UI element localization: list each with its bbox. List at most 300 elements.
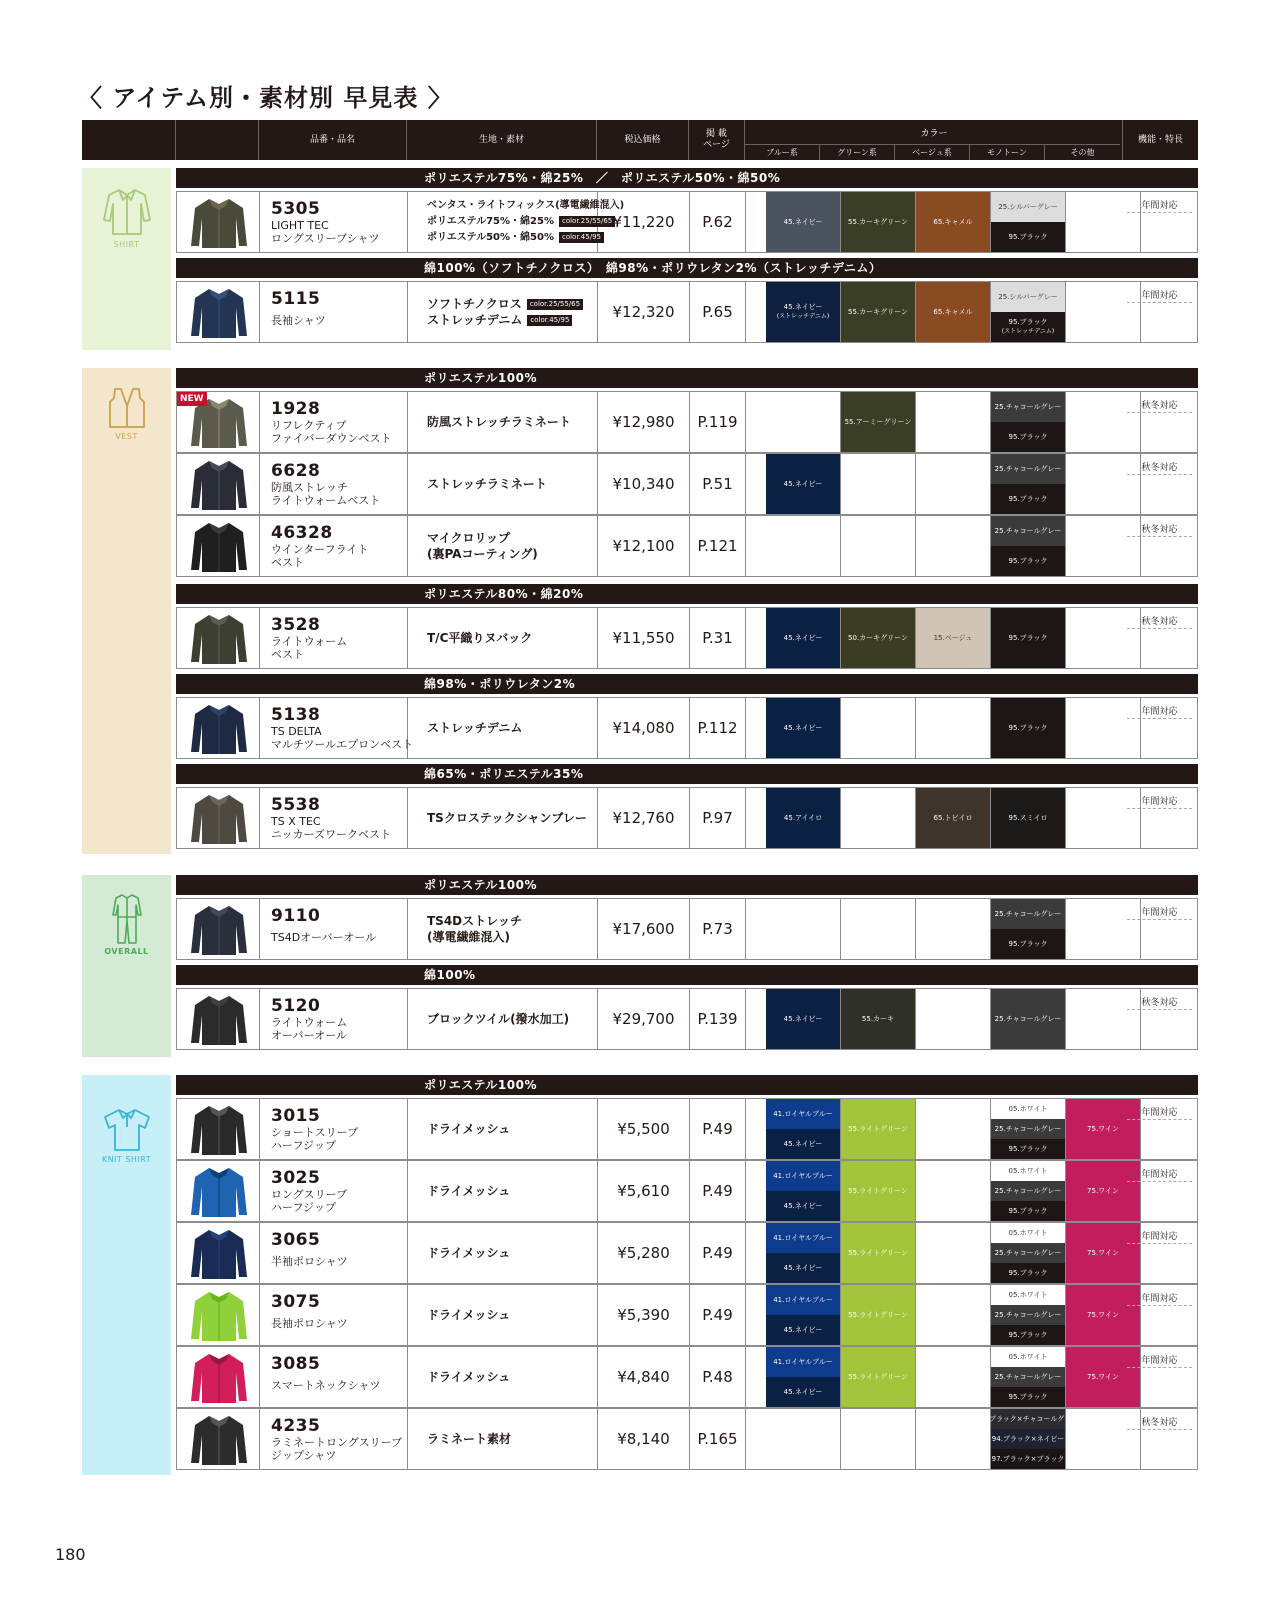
color-cell-green [841,392,916,452]
color-swatch [916,608,990,668]
feature-label: 秋冬対応 [1141,1418,1178,1428]
fabric-cell [408,454,598,514]
color-swatch [991,1367,1065,1387]
color-swatch [916,788,990,848]
color-swatch [766,1129,840,1159]
feature-label: 年間対応 [1141,707,1178,717]
new-badge: NEW [177,392,207,406]
color-cell-blue [766,788,841,848]
color-tag: color.25/55/65 [527,299,583,310]
feature-cell [1122,454,1197,514]
material-bar: 綿100%（ソフトチノクロス） 綿98%・ポリウレタン2%（ストレッチデニム） [176,258,1198,278]
product-name-line: ハーフジップ [271,1201,337,1214]
fabric-cell [408,516,598,576]
color-swatch [991,1347,1065,1368]
feature-cell [1122,698,1197,758]
color-cell-mono [991,454,1066,514]
page-ref[interactable]: P.73 [690,899,746,959]
color-label: 41.ロイヤルブルー [773,1171,833,1180]
color-swatch [841,1223,915,1283]
material-bar: 綿98%・ポリウレタン2% [176,674,1198,694]
product-name-line: ショートスリーブ [271,1126,359,1139]
color-swatch [916,192,990,252]
header-fabric: 生地・素材 [407,120,597,160]
fabric-cell [408,1347,598,1407]
color-swatch [841,989,915,1049]
color-cell-blue [766,1161,841,1221]
product-name-cell [260,516,408,576]
color-swatch [841,1161,915,1221]
price: ¥10,340 [598,454,690,514]
fabric-cell [408,192,625,252]
color-label: 95.ブラック [1008,1206,1048,1215]
material-bar: 綿65%・ポリエステル35% [176,764,1198,784]
product-code: 3528 [271,615,321,635]
color-tag: color.45/95 [559,232,604,243]
color-label: 25.チャコールグレー [994,464,1062,473]
price: ¥5,610 [598,1161,690,1221]
product-name-cell [260,1409,408,1469]
fabric-line: 防風ストレッチラミネート [427,415,571,429]
header-color-mono: モノトーン [970,144,1045,160]
fabric-line: ソフトチノクロス [427,297,522,311]
color-label: 55.カーキグリーン [848,307,908,316]
color-swatch [991,312,1065,342]
garment-thumbnail [189,903,249,955]
color-cell-green [841,788,916,848]
product-name-line: 長袖シャツ [271,314,326,327]
product-image [177,608,260,668]
fabric-cell [408,788,598,848]
feature-label: 年間対応 [1141,1294,1178,1304]
product-image [177,788,260,848]
color-label: 92.ブラック×チャコールグレー [977,1414,1079,1423]
product-image [177,454,260,514]
product-name-line: 防風ストレッチ [271,481,348,494]
feature-label: 年間対応 [1141,1356,1178,1366]
color-label: 05.ホワイト [1008,1166,1048,1175]
color-cell-beige [916,788,991,848]
color-swatch [766,1253,840,1283]
color-cell-blue [766,608,841,668]
product-code: 4235 [271,1416,321,1436]
product-name-line: TS4Dオーバーオール [271,931,377,944]
divider [1127,1181,1192,1182]
divider [1127,1243,1192,1244]
color-label: 55.ライトグリーン [848,1248,908,1257]
product-row[interactable] [176,1284,1198,1346]
product-row[interactable] [176,988,1198,1050]
garment-thumbnail [189,993,249,1045]
price: ¥8,140 [598,1409,690,1469]
color-cell-mono [991,1347,1066,1407]
color-cell-beige [916,392,991,452]
fabric-line: (導電繊維混入) [427,930,510,944]
color-swatch [841,1099,915,1159]
garment-thumbnail [189,286,249,338]
color-swatch [991,1325,1065,1345]
color-label: 25.チャコールグレー [994,1014,1062,1023]
color-cell-beige [916,1347,991,1407]
color-label: 05.ホワイト [1008,1290,1048,1299]
feature-label: 年間対応 [1141,1170,1178,1180]
divider [1127,1429,1192,1430]
color-label: 45.ネイビー [783,723,823,732]
product-name-line: ニッカーズワークベスト [271,828,392,841]
color-label: 95.ブラック [1008,939,1048,948]
color-label: 05.ホワイト [1008,1228,1048,1237]
color-label: 45.ネイビー [783,1387,823,1396]
color-cell-beige [916,899,991,959]
color-label: 25.チャコールグレー [994,1248,1062,1257]
color-swatch [991,1223,1065,1244]
feature-cell [1122,788,1197,848]
color-label: 97.ブラック×ブラック [991,1454,1065,1463]
color-swatch [991,1449,1065,1469]
product-image [177,516,260,576]
color-swatch [916,282,990,342]
fabric-line: ストレッチデニム [427,721,523,735]
color-label: 55.ライトグリーン [848,1372,908,1381]
fabric-cell [408,899,598,959]
color-swatch [766,1223,840,1253]
product-name-cell [260,1161,408,1221]
category-label-overall: OVERALL [104,947,149,956]
fabric-line: ポリエステル50%・綿50% [427,232,554,243]
page-ref[interactable]: P.48 [690,1347,746,1407]
product-row[interactable] [176,898,1198,960]
product-name-cell [260,1347,408,1407]
garment-thumbnail [189,1289,249,1341]
product-code: 5115 [271,289,321,309]
product-name-line: ライトウォーム [271,635,348,648]
color-cell-green [841,454,916,514]
page-ref[interactable]: P.112 [690,698,746,758]
divider [1127,628,1192,629]
page-ref[interactable]: P.49 [690,1161,746,1221]
color-swatch [766,698,840,758]
color-cell-blue [766,392,841,452]
product-row[interactable] [176,1222,1198,1284]
color-swatch [766,1347,840,1377]
product-name-cell [260,1223,408,1283]
page-ref[interactable]: P.51 [690,454,746,514]
color-swatch [766,788,840,848]
divider [1127,302,1192,303]
color-label: 95.ブラック [1008,556,1048,565]
product-name-line: ライトウォームベスト [271,494,381,507]
color-cell-blue [766,282,841,342]
color-cell-mono [991,192,1066,252]
page-number: 180 [55,1545,86,1564]
product-name-cell [260,899,408,959]
category-knit-shirt [82,1075,171,1475]
page-ref[interactable]: P.165 [690,1409,746,1469]
color-label: 25.シルバーグレー [998,202,1058,211]
color-swatch [991,282,1065,312]
garment-thumbnail [189,1227,249,1279]
color-cell-blue [766,1285,841,1345]
color-label: 55.アーミーグリーン [844,417,912,426]
color-swatch [841,608,915,668]
color-label: 45.ネイビー [783,633,823,642]
divider [1127,1367,1192,1368]
product-name-cell [260,989,408,1049]
product-name-line: LIGHT TEC [271,219,329,232]
color-label: 45.ネイビー [783,1263,823,1272]
header-image-col [176,120,259,160]
garment-thumbnail [189,458,249,510]
fabric-cell [408,989,598,1049]
color-swatch [841,392,915,452]
color-swatch [991,1429,1065,1449]
product-name-line: ラミネートロングスリーブ [271,1436,403,1449]
divider [1127,1009,1192,1010]
color-label: 25.チャコールグレー [994,909,1062,918]
product-row[interactable] [176,391,1198,453]
garment-thumbnail [189,1165,249,1217]
fabric-cell [408,282,598,342]
product-code: 9110 [271,906,321,926]
product-image [177,989,260,1049]
product-row[interactable] [176,515,1198,577]
fabric-cell [408,608,598,668]
feature-label: 秋冬対応 [1141,525,1178,535]
color-swatch [766,1377,840,1407]
color-label: 45.ネイビー [783,303,823,311]
color-cell-green [841,608,916,668]
product-row[interactable] [176,697,1198,759]
color-swatch [991,1387,1065,1407]
color-cell-blue [766,454,841,514]
color-swatch [766,1315,840,1345]
color-label: 41.ロイヤルブルー [773,1295,833,1304]
product-image [177,1409,260,1469]
color-cell-beige [916,1285,991,1345]
product-name-cell [260,192,408,252]
product-name-line: ジップシャツ [271,1449,337,1462]
category-label-shirt: SHIRT [113,240,140,249]
price: ¥11,220 [598,192,690,252]
feature-label: 年間対応 [1141,1232,1178,1242]
page-ref[interactable]: P.62 [690,192,746,252]
page-ref[interactable]: P.97 [690,788,746,848]
product-code: 46328 [271,523,333,543]
product-row[interactable] [176,1098,1198,1160]
product-name-line: 半袖ポロシャツ [271,1255,348,1268]
color-label: 95.ブラック [1008,633,1048,642]
divider [1127,536,1192,537]
product-name-cell [260,1099,408,1159]
color-cell-blue [766,989,841,1049]
category-vest [82,368,171,854]
product-name-cell [260,608,408,668]
product-name-line: ロングスリーブシャツ [271,232,380,245]
color-cell-blue [766,1347,841,1407]
page-ref[interactable]: P.139 [690,989,746,1049]
color-swatch [841,1285,915,1345]
color-cell-blue [766,516,841,576]
garment-thumbnail [189,792,249,844]
color-cell-green [841,1347,916,1407]
color-label: 75.ワイン [1087,1310,1119,1319]
color-cell-green [841,192,916,252]
color-cell-green [841,698,916,758]
color-swatch [766,608,840,668]
feature-label: 年間対応 [1141,1108,1178,1118]
color-cell-mono [991,698,1066,758]
divider [1127,1119,1192,1120]
color-swatch [766,1161,840,1191]
color-label: 75.ワイン [1087,1186,1119,1195]
feature-label: 秋冬対応 [1141,998,1178,1008]
fabric-cell [408,1099,598,1159]
fabric-line: TSクロステックシャンブレー [427,811,587,825]
material-bar: ポリエステル100% [176,1075,1198,1095]
color-cell-beige [916,1099,991,1159]
color-cell-beige [916,1223,991,1283]
color-label: 95.ブラック [1008,1144,1048,1153]
color-swatch [841,1347,915,1407]
color-swatch [991,788,1065,848]
feature-label: 秋冬対応 [1141,463,1178,473]
fabric-line: ブロックツイル(撥水加工) [427,1012,570,1026]
price: ¥29,700 [598,989,690,1049]
page-ref[interactable]: P.49 [690,1285,746,1345]
product-name-line: リフレクティブ [271,419,347,432]
product-name-cell [260,698,414,758]
header-color-other: その他 [1045,144,1120,160]
garment-thumbnail [189,520,249,572]
color-label: 45.ネイビー [783,1325,823,1334]
price: ¥11,550 [598,608,690,668]
product-row[interactable] [176,1346,1198,1408]
product-code: 5305 [271,199,321,219]
color-label: (ストレッチデニム) [1001,328,1055,335]
product-image [177,1223,260,1283]
color-label: 45.ネイビー [783,479,823,488]
feature-label: 年間対応 [1141,291,1178,301]
product-name-line: オーバーオール [271,1029,348,1042]
color-swatch [977,1409,1079,1429]
feature-label: 年間対応 [1141,797,1178,807]
page-ref[interactable]: P.31 [690,608,746,668]
header-price: 税込価格 [597,120,689,160]
category-overall [82,875,171,1057]
product-row[interactable] [176,787,1198,849]
fabric-line: マイクロリップ [427,531,511,545]
color-label: 25.チャコールグレー [994,1372,1062,1381]
product-row[interactable] [176,191,1198,253]
color-label: 55.ライトグリーン [848,1310,908,1319]
color-cell-blue [766,1223,841,1283]
product-name-line: ベスト [271,648,304,661]
product-code: 6628 [271,461,321,481]
color-tag: color.45/95 [527,315,572,326]
product-code: 3065 [271,1230,321,1250]
price: ¥4,840 [598,1347,690,1407]
product-row[interactable] [176,607,1198,669]
feature-cell [1122,1161,1197,1221]
product-row[interactable] [176,281,1198,343]
product-row[interactable] [176,1408,1198,1470]
overall-icon [111,893,143,945]
divider [1127,919,1192,920]
color-label: 65.トビイロ [933,813,973,822]
color-cell-green [841,1223,916,1283]
color-cell-blue [766,899,841,959]
color-swatch [991,1119,1065,1139]
price: ¥12,320 [598,282,690,342]
product-image [177,1099,260,1159]
product-image [177,1285,260,1345]
color-label: 25.チャコールグレー [994,402,1062,411]
fabric-line: ラミネート素材 [427,1432,512,1446]
product-code: 3025 [271,1168,321,1188]
product-name-line: スマートネックシャツ [271,1379,381,1392]
color-cell-beige [916,698,991,758]
product-image [177,1161,260,1221]
product-name-cell [260,788,408,848]
color-cell-mono [991,899,1066,959]
color-label: 95.ブラック [1008,494,1048,503]
color-swatch [991,1285,1065,1306]
garment-thumbnail [189,196,249,248]
color-cell-blue [766,698,841,758]
product-row[interactable] [176,453,1198,515]
product-name-cell [260,1285,408,1345]
color-cell-mono [991,392,1066,452]
color-swatch [991,899,1065,929]
fabric-cell [408,392,598,452]
page-ref[interactable]: P.49 [690,1099,746,1159]
category-label-knit-shirt: KNIT SHIRT [101,1155,152,1164]
fabric-line: ポリエステル75%・綿25% [427,216,554,227]
table-header [82,120,1198,160]
color-cell-beige [916,282,991,342]
product-row[interactable] [176,1160,1198,1222]
product-code: 3015 [271,1106,321,1126]
product-name-line: TS DELTA [271,725,322,738]
header-color-beige: ベージュ系 [895,144,970,160]
product-image [177,899,260,959]
feature-cell [1122,1099,1197,1159]
feature-label: 秋冬対応 [1141,617,1178,627]
color-swatch [766,1285,840,1315]
divider [1127,808,1192,809]
color-label: 05.ホワイト [1008,1352,1048,1361]
divider [1127,412,1192,413]
divider [1127,474,1192,475]
page-ref[interactable]: P.121 [690,516,746,576]
header-color: カラー [920,128,948,139]
product-name-line: TS X TEC [271,815,321,828]
garment-thumbnail [189,1103,249,1155]
color-cell-green [841,516,916,576]
page-ref[interactable]: P.49 [690,1223,746,1283]
product-code: 3085 [271,1354,321,1374]
feature-cell [1122,1347,1197,1407]
page-ref[interactable]: P.65 [690,282,746,342]
color-cell-mono [991,1223,1066,1283]
product-name-line: ロングスリーブ [271,1188,348,1201]
color-cell-green [841,989,916,1049]
divider [1127,1305,1192,1306]
color-swatch [766,1191,840,1221]
color-label: 95.ブラック [1008,1330,1048,1339]
page-ref[interactable]: P.119 [690,392,746,452]
fabric-line: ストレッチデニム [427,313,523,327]
